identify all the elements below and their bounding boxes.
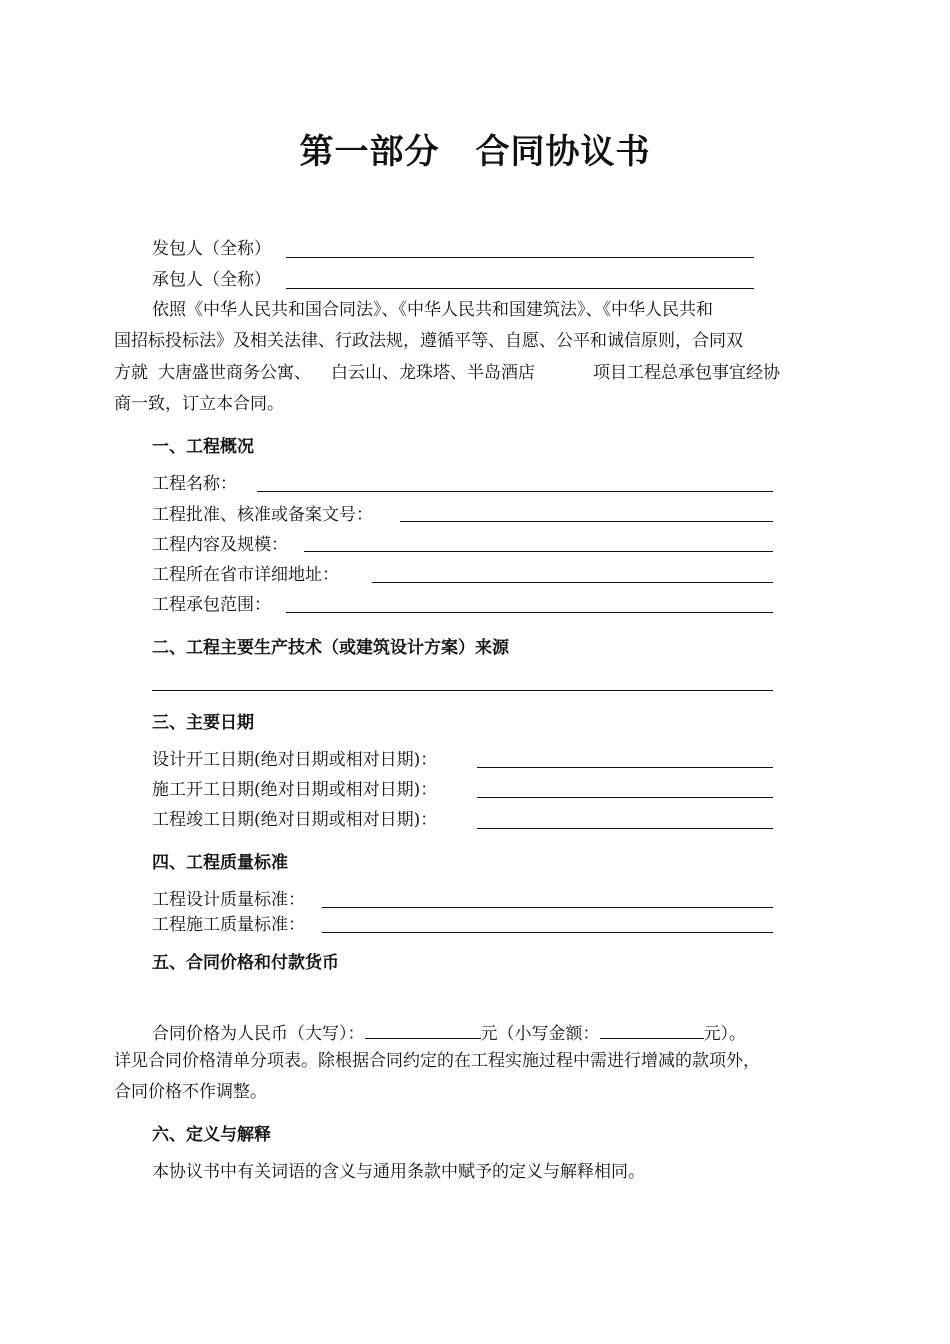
field-completion: 工程竣工日期(绝对日期或相对日期)：	[152, 810, 438, 830]
price-prefix: 合同价格为人民币（大写）：	[152, 1024, 365, 1044]
price-detail-line-1: 详见合同价格清单分项表。除根据合同约定的在工程实施过程中需进行增减的款项外，	[114, 1051, 760, 1071]
intro-line-2: 国招标投标法》及相关法律、行政法规，遵循平等、自愿、公平和诚信原则，合同双	[114, 331, 743, 351]
field-design-start: 设计开工日期(绝对日期或相对日期)：	[152, 750, 438, 770]
title-name: 合同协议书	[475, 132, 651, 172]
intro-line-3	[114, 361, 780, 385]
page-title	[0, 130, 950, 174]
section-6-heading: 六、定义与解释	[152, 1125, 271, 1145]
field-construction-start: 施工开工日期(绝对日期或相对日期)：	[152, 780, 438, 800]
price-line	[152, 1018, 746, 1046]
definitions-text: 本协议书中有关词语的含义与通用条款中赋予的定义与解释相同。	[152, 1162, 645, 1182]
employer-label: 发包人（全称）	[152, 239, 271, 259]
project-name-1: 大唐盛世商务公寓、	[158, 363, 311, 383]
price-mid: 元（小写金额：	[480, 1024, 600, 1044]
field-design-quality-blank	[322, 907, 773, 908]
section-4-heading: 四、工程质量标准	[152, 853, 288, 873]
contractor-blank	[286, 288, 754, 289]
price-figures-blank	[600, 1018, 704, 1039]
section-3-heading: 三、主要日期	[152, 713, 254, 733]
field-design-quality: 工程设计质量标准：	[152, 890, 305, 910]
field-approval-number: 工程批准、核准或备案文号：	[152, 505, 373, 525]
price-words-blank	[365, 1018, 481, 1039]
intro-line-3-a: 方就	[114, 363, 148, 383]
project-name-2: 白云山、龙珠塔、半岛酒店	[331, 363, 535, 383]
contractor-label: 承包人（全称）	[152, 270, 271, 290]
section-1-heading: 一、工程概况	[152, 437, 254, 457]
field-construction-quality: 工程施工质量标准：	[152, 915, 305, 935]
field-completion-blank	[477, 828, 773, 829]
price-suffix: 元）。	[703, 1024, 746, 1044]
field-design-start-blank	[477, 767, 773, 768]
title-part: 第一部分	[299, 132, 440, 172]
field-approval-number-blank	[400, 521, 773, 522]
section-5-heading: 五、合同价格和付款货币	[152, 953, 339, 973]
field-contract-scope-blank	[286, 612, 773, 613]
price-detail-line-2: 合同价格不作调整。	[114, 1082, 267, 1102]
field-address: 工程所在省市详细地址：	[152, 565, 339, 585]
field-address-blank	[372, 582, 773, 583]
field-scope-content-blank	[304, 551, 773, 552]
intro-line-4: 商一致，订立本合同。	[114, 394, 284, 414]
field-construction-start-blank	[477, 797, 773, 798]
field-project-name: 工程名称：	[152, 474, 237, 494]
intro-line-1: 依照《中华人民共和国合同法》、《中华人民共和国建筑法》、《中华人民共和	[152, 300, 713, 320]
field-project-name-blank	[257, 491, 773, 492]
field-contract-scope: 工程承包范围：	[152, 595, 271, 615]
section-2-blank	[152, 690, 773, 691]
field-scope-content: 工程内容及规模：	[152, 535, 288, 555]
section-2-heading: 二、工程主要生产技术（或建筑设计方案）来源	[152, 638, 509, 658]
field-construction-quality-blank	[322, 932, 773, 933]
intro-line-3-d: 项目工程总承包事宜经协	[593, 363, 780, 383]
employer-blank	[286, 257, 754, 258]
